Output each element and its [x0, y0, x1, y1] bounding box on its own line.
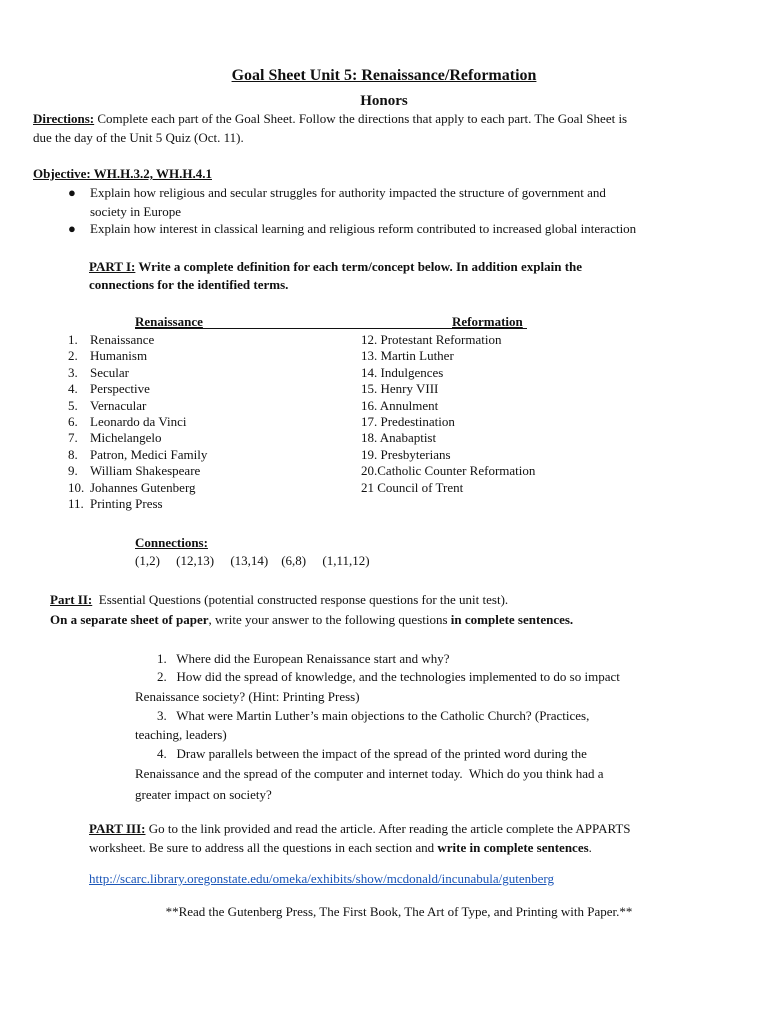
- question-2-line-1: 2. How did the spread of knowledge, and the technologies implemented to do so impact: [157, 669, 620, 684]
- reading-note: **Read the Gutenberg Press, The First Book, The Art of Type, and Printing with Paper.**: [165, 904, 633, 919]
- list-item: 4. Perspective: [68, 381, 150, 397]
- part3-text-1: Go to the link provided and read the article. After reading the article complete the APPARTS: [145, 821, 631, 836]
- reformation-column-header: Reformation: [452, 314, 523, 329]
- question-1: 1. Where did the European Renaissance start and why?: [157, 651, 450, 666]
- list-item: 21 Council of Trent: [361, 479, 464, 495]
- list-item: 7. Michelangelo: [68, 430, 162, 446]
- bullet-dot: ●: [68, 221, 76, 236]
- objective-bullet-1-line-1: Explain how religious and secular struggles for authority impacted the structure of government and: [90, 185, 606, 200]
- list-item: 14. Indulgences: [361, 364, 444, 380]
- question-4-line-1: 4. Draw parallels between the impact of the spread of the printed word during the: [157, 746, 587, 761]
- renaissance-column-header: Renaissance: [135, 314, 203, 329]
- bullet-dot: ●: [68, 185, 76, 200]
- part1-instruction-line-2: connections for the identified terms.: [89, 277, 289, 292]
- list-item: 19. Presbyterians: [361, 446, 451, 462]
- part1-label: PART I:: [89, 259, 136, 274]
- list-item: 6. Leonardo da Vinci: [68, 413, 187, 429]
- column-header-underline: [135, 328, 527, 329]
- objective-bullet-1-line-2: society in Europe: [90, 204, 181, 219]
- objective-label: Objective: WH.H.3.2, WH.H.4.1: [33, 166, 212, 181]
- list-item: 20.Catholic Counter Reformation: [361, 463, 536, 479]
- list-item: 12. Protestant Reformation: [361, 332, 502, 347]
- connections-label: Connections:: [135, 535, 208, 550]
- list-item: 17. Predestination: [361, 413, 455, 429]
- directions-label: Directions:: [33, 111, 95, 126]
- list-item: 18. Anabaptist: [361, 430, 437, 446]
- list-item: 9. William Shakespeare: [68, 463, 201, 479]
- part3-label: PART III:: [89, 821, 146, 836]
- question-2-line-2: Renaissance society? (Hint: Printing Press): [135, 689, 360, 704]
- part3-line-1: [89, 821, 631, 837]
- question-3-line-1: 3. What were Martin Luther’s main objections to the Catholic Church? (Practices,: [157, 708, 590, 723]
- question-3-line-2: teaching, leaders): [135, 727, 227, 742]
- part1-instruction-line-1: [89, 259, 582, 275]
- directions-line-2: due the day of the Unit 5 Quiz (Oct. 11).: [33, 130, 244, 145]
- list-item: 2. Humanism: [68, 348, 148, 364]
- list-item: 1. Renaissance: [68, 332, 155, 347]
- list-item: 13. Martin Luther: [361, 348, 454, 364]
- page-title: Goal Sheet Unit 5: Renaissance/Reformation: [231, 67, 537, 84]
- directions-text-1: Complete each part of the Goal Sheet. Follow the directions that apply to each part. The Goal Sheet is: [94, 111, 628, 126]
- part2-intro-text: Essential Questions (potential constructed response questions for the unit test).: [92, 592, 509, 607]
- list-item: 11. Printing Press: [68, 495, 163, 511]
- list-item: 15. Henry VIII: [361, 381, 439, 397]
- directions-line-1: [33, 111, 627, 127]
- list-item: 16. Annulment: [361, 397, 439, 413]
- part3-line-2: worksheet. Be sure to address all the questions in each section and write in complete sentences.: [89, 840, 592, 855]
- separate-sheet-text: separate sheet of paper: [80, 612, 209, 627]
- list-item: 5. Vernacular: [68, 397, 147, 413]
- reformation-term-list: [361, 332, 535, 496]
- list-item: 8. Patron, Medici Family: [68, 446, 208, 462]
- part1-instruction-text-1: Write a complete definition for each term/concept below. In addition explain the: [135, 259, 583, 274]
- connections-list: (1,2) (12,13) (13,14) (6,8) (1,11,12): [135, 553, 370, 568]
- gutenberg-article-link[interactable]: http://scarc.library.oregonstate.edu/omeka/exhibits/show/mcdonald/incunabula/gutenberg: [89, 871, 554, 886]
- list-item: 3. Secular: [68, 364, 129, 380]
- question-4-line-3: greater impact on society?: [135, 787, 272, 802]
- part2-label: Part II:: [50, 592, 93, 607]
- part2-intro-line: [50, 592, 508, 608]
- objective-bullet-2-line-1: Explain how interest in classical learning and religious reform contributed to increased global interaction: [90, 221, 637, 236]
- renaissance-term-list: [68, 332, 207, 512]
- page-subtitle: Honors: [360, 93, 408, 109]
- list-item: 10. Johannes Gutenberg: [68, 479, 196, 495]
- question-4-line-2: Renaissance and the spread of the computer and internet today. Which do you think had a: [135, 766, 604, 781]
- part2-instruction: On a separate sheet of paper, write your answer to the following questions in complete sentences.: [50, 612, 574, 627]
